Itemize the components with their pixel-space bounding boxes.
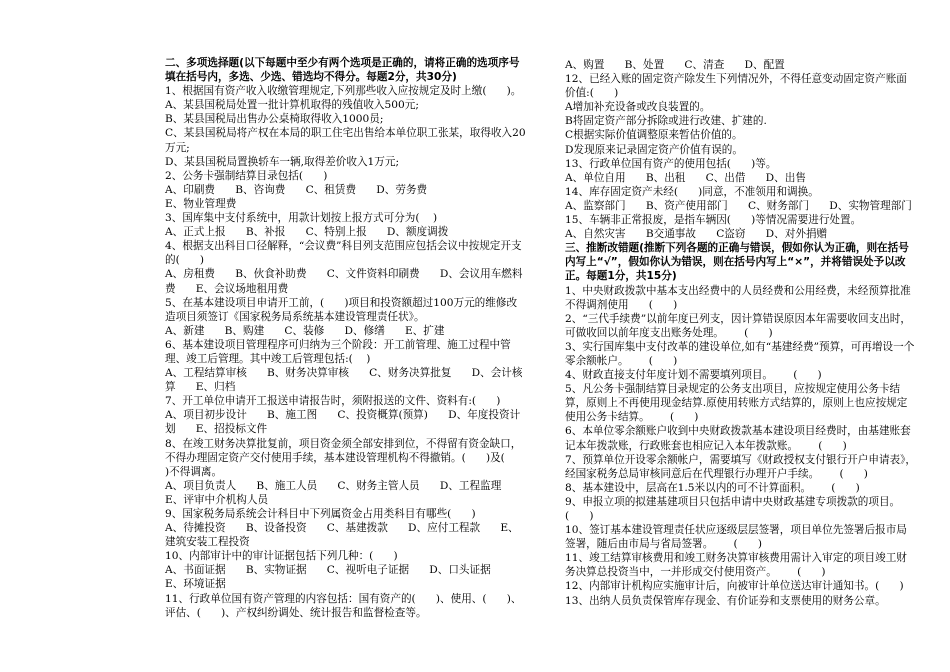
question-line: 6、基本建设项目管理程序可归纳为三个阶段：开工前管理、施工过程中管理、竣工后管理。其中竣工后管理包括:( ) (165, 338, 511, 365)
question-line: E、物业管理费 (165, 197, 237, 210)
question-line: 15、车辆非正常报废，是指车辆因( )等情况需要进行处置。 (565, 214, 862, 227)
question-line: 1、根据国有资产收入收缴管理规定,下列那些收入应按规定及时上缴( )。 (165, 85, 522, 98)
question-line: A、自然灾害 B交通事故 C盗窃 D、对外捐赠 (565, 228, 828, 241)
question-line: A、房租费 B、伙食补助费 C、文件资料印刷费 D、会议用车燃料费 E、会议场地租用费 (165, 268, 523, 295)
question-line: 10、内部审计中的审计证据包括下列几种：( ) (165, 550, 398, 563)
question-line: 9、申报立项的拟建基建项目只包括申请中央财政基建专项拨款的项目。 ( ) (565, 495, 921, 522)
question-line: 14、库存固定资产未经( )同意，不准领用和调换。 (565, 185, 819, 198)
question-line: A、待摊投资 B、设备投资 C、基建拨款 D、应付工程款 E、建筑安装工程投资 (165, 522, 519, 549)
question-line: 9、国家税务局系统会计科目中下列属资金占用类科目有哪些( ) (165, 508, 476, 520)
question-line: 8、基本建设中，层高在1.5米以内的可不计算面积。 ( ) (565, 481, 860, 494)
question-line: 12、已经入账的固定资产除发生下列情况外，不得任意变动固定资产账面价值:( ) (565, 73, 907, 100)
left-column (165, 56, 527, 620)
right-column (565, 58, 921, 608)
question-line: 7、预算单位开设零余额帐户，需要填写《财政授权支付银行开户申请表》，经国家税务总局审核同意后在代理银行办理开户手续。 ( ) (565, 453, 917, 480)
question-line: 4、根据支出科目口径解释，“会议费”科目列支范围应包括会议中按规定开支的( ) (165, 240, 522, 267)
question-line: 12、内部审计机构应实施审计后，向被审计单位送达审计通知书。( ) (565, 580, 904, 593)
question-line: 13、出纳人员负责保管库存现金、有价证券和支票使用的财务公章。 (565, 594, 886, 607)
question-line: 3、实行国库集中支付改革的建设单位,如有“基建经费”预算，可再增设一个零余额帐户。 ( ) (565, 340, 915, 367)
question-line: A、印刷费 B、咨询费 C、租赁费 D、劳务费 (165, 183, 428, 196)
question-line: D发现原来记录固定资产价值有误的。 (565, 143, 743, 156)
section-heading: 三、推断改错题(推断下列各题的正确与错误，假如你认为正确，则在括号内写上“√”，假如你认为错误，则在括号内写上“×”，并将错误处予以改正。每题1分，共15分) (565, 242, 909, 283)
question-line: A、项目负责人 B、施工人员 C、财务主管人员 D、工程监理 E、评审中介机构人员 (165, 479, 522, 506)
question-line: 3、国库集中支付系统中，用款计划按上报方式可分为( ) (165, 212, 438, 225)
question-line: 5、凡公务卡强制结算目录规定的公务支出项目，应按规定使用公务卡结算，原则上不再使用现金结算.原使用转账方式结算的，原则上也应按规定使用公务卡结算。 ( ) (565, 383, 908, 424)
question-line: 10、签订基本建设管理责任状应逐级层层签署，项目单位先签署后报市局签署，随后由市局与省局签署。 ( ) (565, 524, 907, 551)
question-line: 6、本单位零余额账户收到中央财政拨款基本建设项目经费时，由基建账套记本年拨款账，行政账套也相应记入本年拨款账。 ( ) (565, 425, 911, 452)
question-line: A、单位自用 B、出租 C、出借 D、出售 (565, 171, 806, 184)
question-line: 13、行政单位国有资产的使用包括( )等。 (565, 157, 777, 170)
question-line: 8、在竣工财务决算批复前，项目资金须全部安排到位，不得留有资金缺口，不得办理固定资产交付使用手续，基本建设管理机构不得撤销。( )及( )不得调离。 (165, 437, 526, 478)
question-line: 2、公务卡强制结算目录包括( ) (165, 169, 328, 182)
question-line: A增加补充设备或改良装置的。 (565, 101, 711, 114)
question-line: 11、行政单位国有资产管理的内容包括：国有资产的( )、使用、( )、评估、( )、产权纠纷调处、统计报告和监督检查等。 (165, 592, 522, 619)
question-line: A、某县国税局处置一批计算机取得的残值收入500元; (165, 99, 419, 112)
question-line: 1、中央财政拨款中基本支出经费中的人员经费和公用经费，未经预算批准不得调剂使用 ( ) (565, 284, 911, 311)
question-line: A、书面证据 B、实物证据 C、视听电子证据 D、口头证据 E、环境证据 (165, 564, 511, 591)
question-line: 2、“三代手续费”以前年度已列支，因计算错误原因本年需要收回支出时，可做收回以前年度支出账务处理。 ( ) (565, 312, 911, 339)
question-line: A、新建 B、购建 C、装修 D、修缮 E、扩建 (165, 324, 445, 337)
question-line: A、项目初步设计 B、施工图 C、投资概算(预算) D、年度投资计划 E、招投标文件 (165, 409, 521, 436)
question-line: 5、在基本建设项目申请开工前，( )项目和投资额超过100万元的维修改造项目须签订《国家税务局系统基本建设管理责任状》。 (165, 296, 518, 323)
question-line: 11、竣工结算审核费用和竣工财务决算审核费用需计入审定的项目竣工财务决算总投资当中，一并形成交付使用资产。 ( ) (565, 552, 907, 579)
question-line: 7、开工单位申请开工报送申请报告时，须附报送的文件、资料有:( ) (165, 395, 501, 408)
section-heading: 二、多项选择题(以下每题中至少有两个选项是正确的，请将正确的选项序号填在括号内，多选、少选、错选均不得分。每题2分，共30分) (165, 57, 520, 84)
question-line: B、某县国税局出售办公桌椅取得收入1000员; (165, 113, 384, 126)
question-line: A、正式上报 B、补报 C、特别上报 D、额度调拨 (165, 226, 449, 239)
question-line: C根据实际价值调整原来暂估价值的。 (565, 129, 743, 142)
question-line: C、某县国税局将产权在本局的职工住宅出售给本单位职工张某，取得收入20万元; (165, 127, 526, 154)
question-line: 4、财政直接支付年度计划不需要填列项目。 ( ) (565, 369, 822, 382)
question-line: B将固定资产部分拆除或进行改建、扩建的. (565, 115, 767, 128)
question-line: D、某县国税局置换轿车一辆,取得差价收入1万元; (165, 155, 400, 168)
question-line: A、监察部门 B、资产使用部门 C、财务部门 D、实物管理部门 (565, 199, 912, 212)
question-line: A、购置 B、处置 C、清查 D、配置 (565, 59, 785, 71)
question-line: A、工程结算审核 B、财务决算审核 C、财务决算批复 D、会计核算 E、归档 (165, 367, 523, 394)
